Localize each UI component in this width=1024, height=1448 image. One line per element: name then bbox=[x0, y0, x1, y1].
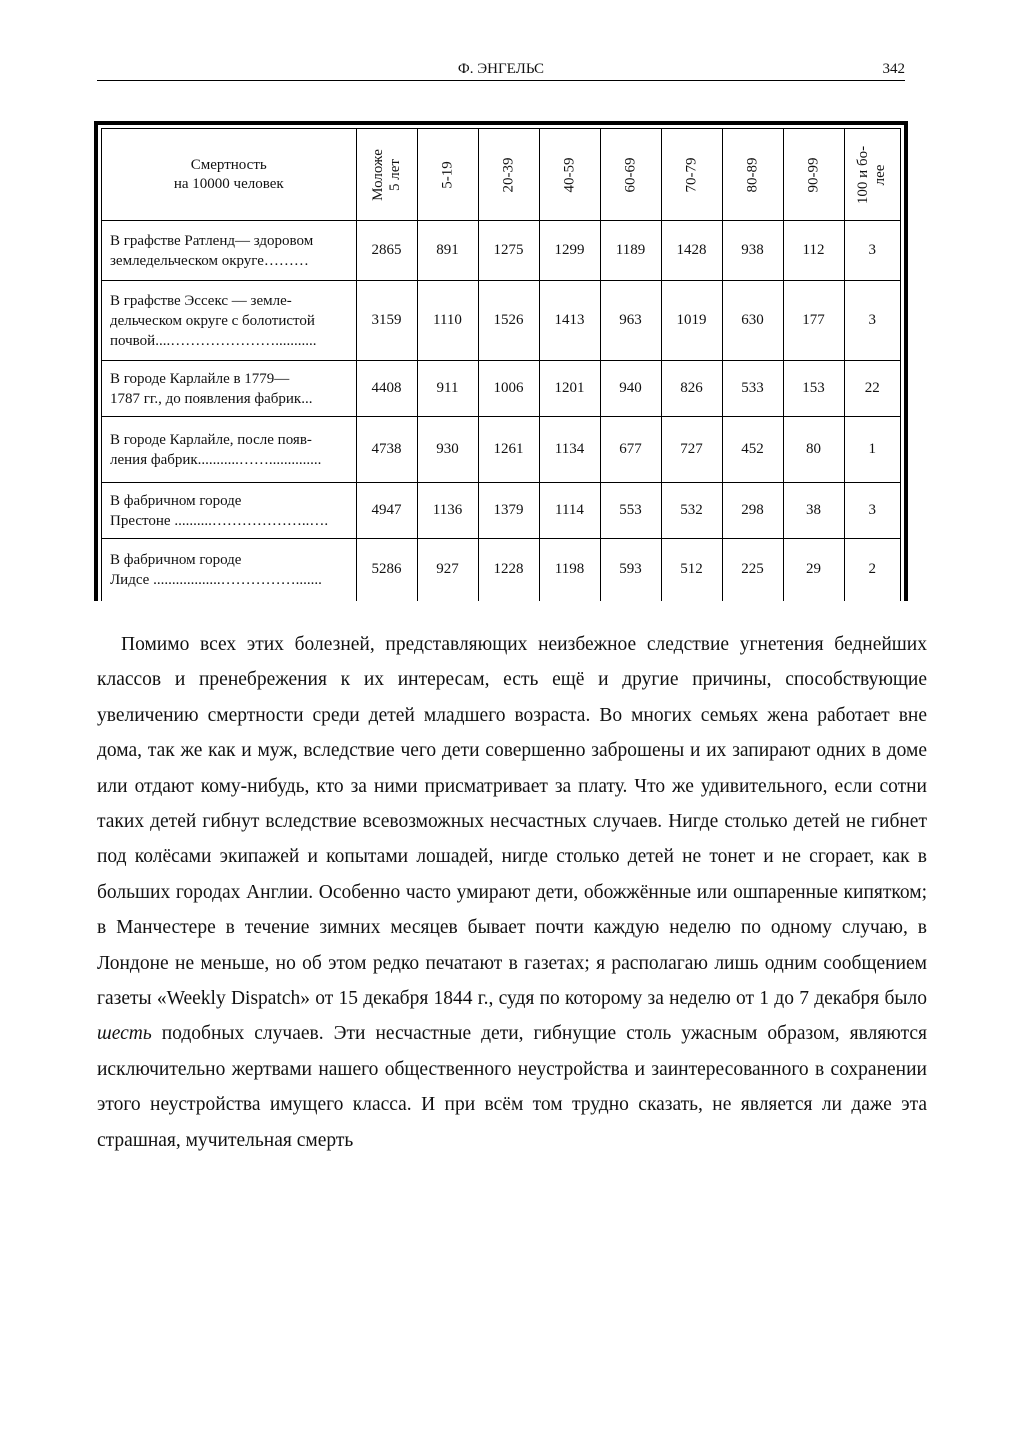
value-cell: 532 bbox=[661, 483, 722, 539]
value-cell: 930 bbox=[417, 417, 478, 483]
page-header bbox=[97, 60, 905, 81]
italic-word: шесть bbox=[97, 1023, 152, 1045]
value-cell: 1198 bbox=[539, 539, 600, 601]
age-column-header-line: Моложе bbox=[369, 148, 386, 201]
age-column-header bbox=[844, 129, 900, 221]
age-column-header-line: 100 и бо- bbox=[855, 145, 872, 204]
age-column-header bbox=[722, 129, 783, 221]
value-cell: 5286 bbox=[356, 539, 417, 601]
value-cell: 963 bbox=[600, 281, 661, 361]
value-cell: 1275 bbox=[478, 221, 539, 281]
row-label-cell bbox=[102, 361, 356, 417]
row-label-line: ления фабрик...........…….............. bbox=[110, 451, 322, 468]
text-run: подобных случаев. Эти несчастные дети, гибнущие столь ужасным образом, являются исключительно жертвами нашего общественного неустройства и заинтересованного в сохранении этого неустройства имущего класса. И при всём том трудно сказать, не является ли даже эта страшная, мучительная смерть bbox=[97, 1023, 927, 1151]
row-label-line: В городе Карлайле, после появ- bbox=[110, 431, 312, 448]
value-cell: 911 bbox=[417, 361, 478, 417]
value-cell: 1 bbox=[844, 417, 900, 483]
row-label-line: В городе Карлайле в 1779— bbox=[110, 370, 290, 387]
value-cell: 3 bbox=[844, 221, 900, 281]
table-row bbox=[102, 539, 900, 601]
table-row bbox=[102, 281, 900, 361]
age-column-header-line: 5-19 bbox=[439, 160, 455, 189]
row-label-cell bbox=[102, 417, 356, 483]
value-cell: 1134 bbox=[539, 417, 600, 483]
value-cell: 512 bbox=[661, 539, 722, 601]
table-row bbox=[102, 221, 900, 281]
value-cell: 593 bbox=[600, 539, 661, 601]
row-label-line: 1787 гг., до появления фабрик... bbox=[110, 390, 313, 407]
value-cell: 1428 bbox=[661, 221, 722, 281]
value-cell: 3 bbox=[844, 483, 900, 539]
age-column-header bbox=[600, 129, 661, 221]
value-cell: 1526 bbox=[478, 281, 539, 361]
age-column-header-line: 60-69 bbox=[622, 157, 638, 192]
value-cell: 1006 bbox=[478, 361, 539, 417]
row-label-line: В фабричном городе bbox=[110, 492, 242, 509]
value-cell: 112 bbox=[783, 221, 844, 281]
body-text bbox=[97, 627, 927, 1158]
value-cell: 1114 bbox=[539, 483, 600, 539]
value-cell: 80 bbox=[783, 417, 844, 483]
value-cell: 153 bbox=[783, 361, 844, 417]
table-row bbox=[102, 361, 900, 417]
value-cell: 4408 bbox=[356, 361, 417, 417]
row-label-line: В графстве Эссекс — земле- bbox=[110, 292, 292, 309]
value-cell: 29 bbox=[783, 539, 844, 601]
value-cell: 1379 bbox=[478, 483, 539, 539]
age-column-header-line: 20-39 bbox=[500, 157, 516, 192]
value-cell: 38 bbox=[783, 483, 844, 539]
age-column-header bbox=[356, 129, 417, 221]
row-label-line: В фабричном городе bbox=[110, 551, 242, 568]
value-cell: 22 bbox=[844, 361, 900, 417]
value-cell: 727 bbox=[661, 417, 722, 483]
value-cell: 927 bbox=[417, 539, 478, 601]
age-column-header bbox=[539, 129, 600, 221]
row-label-cell bbox=[102, 221, 356, 281]
age-column-header-line: 80-89 bbox=[744, 157, 760, 192]
row-label-cell bbox=[102, 281, 356, 361]
value-cell: 225 bbox=[722, 539, 783, 601]
value-cell: 1261 bbox=[478, 417, 539, 483]
value-cell: 1299 bbox=[539, 221, 600, 281]
table-row bbox=[102, 417, 900, 483]
text-run: Помимо всех этих болезней, представляющих неизбежное следствие угнетения беднейших классов и пренебрежения к их интересам, есть ещё и другие причины, способствующие увеличению смертности среди детей младшего возраста. Во многих семьях жена работает вне дома, так же как и муж, вследствие чего дети совершенно заброшены и их запирают одних в доме или отдают кому-нибудь, кто за ними присматривает за плату. Что же удивительного, если сотни таких детей гибнут вследствие всевозможных несчастных случаев. Нигде столько детей не гибнет под колёсами экипажей и копытами лошадей, нигде столько детей не тонет и не сгорает, как в больших городах Англии. Особенно часто умирают дети, обожжённые или ошпаренные кипятком; в Манчестере в течение зимних месяцев бывает почти каждую неделю по одному случаю, в Лондоне не меньше, но об этом редко печатают в газетах; я располагаю лишь одним сообщением газеты «Weekly Dispatch» от 15 декабря 1844 г., судя по которому за неделю от 1 до 7 декабря было bbox=[97, 634, 927, 1010]
row-label-line: В графстве Ратленд— здоровом bbox=[110, 232, 314, 249]
value-cell: 1413 bbox=[539, 281, 600, 361]
value-cell: 3 bbox=[844, 281, 900, 361]
age-column-header-line: 40-59 bbox=[561, 157, 577, 192]
row-label-cell bbox=[102, 539, 356, 601]
value-cell: 826 bbox=[661, 361, 722, 417]
mortality-table-frame bbox=[94, 121, 908, 601]
age-column-header bbox=[661, 129, 722, 221]
row-label-line: Престоне ..........………………..…. bbox=[110, 512, 329, 529]
table-header-row bbox=[102, 129, 900, 221]
value-cell: 298 bbox=[722, 483, 783, 539]
row-header-cell bbox=[102, 129, 356, 221]
row-header-line: Смертность bbox=[190, 156, 267, 173]
age-column-header-line: 90-99 bbox=[805, 157, 821, 192]
row-label-line: дельческом округе с болотистой bbox=[110, 312, 315, 329]
age-column-header bbox=[478, 129, 539, 221]
table-row bbox=[102, 483, 900, 539]
value-cell: 533 bbox=[722, 361, 783, 417]
age-column-header-line: 5 лет bbox=[386, 158, 403, 191]
value-cell: 3159 bbox=[356, 281, 417, 361]
row-label-line: земледельческом округе……… bbox=[110, 252, 309, 269]
page-number: 342 bbox=[882, 61, 905, 77]
value-cell: 177 bbox=[783, 281, 844, 361]
value-cell: 938 bbox=[722, 221, 783, 281]
age-column-header bbox=[417, 129, 478, 221]
row-label-line: Лидсе ..................……………....... bbox=[110, 571, 322, 588]
value-cell: 553 bbox=[600, 483, 661, 539]
value-cell: 630 bbox=[722, 281, 783, 361]
value-cell: 677 bbox=[600, 417, 661, 483]
value-cell: 1136 bbox=[417, 483, 478, 539]
value-cell: 940 bbox=[600, 361, 661, 417]
value-cell: 4947 bbox=[356, 483, 417, 539]
value-cell: 1228 bbox=[478, 539, 539, 601]
row-label-line: почвой....…………………........... bbox=[110, 332, 317, 349]
value-cell: 1189 bbox=[600, 221, 661, 281]
row-header-line: на 10000 человек bbox=[173, 175, 284, 192]
value-cell: 2 bbox=[844, 539, 900, 601]
paragraph bbox=[97, 627, 927, 1158]
mortality-table bbox=[102, 129, 900, 601]
value-cell: 1019 bbox=[661, 281, 722, 361]
value-cell: 1110 bbox=[417, 281, 478, 361]
value-cell: 891 bbox=[417, 221, 478, 281]
age-column-header bbox=[783, 129, 844, 221]
value-cell: 2865 bbox=[356, 221, 417, 281]
row-label-cell bbox=[102, 483, 356, 539]
age-column-header-line: лее bbox=[872, 164, 889, 185]
value-cell: 452 bbox=[722, 417, 783, 483]
age-column-header-line: 70-79 bbox=[683, 157, 699, 192]
value-cell: 4738 bbox=[356, 417, 417, 483]
value-cell: 1201 bbox=[539, 361, 600, 417]
running-head-author: Ф. ЭНГЕЛЬС bbox=[457, 61, 545, 77]
